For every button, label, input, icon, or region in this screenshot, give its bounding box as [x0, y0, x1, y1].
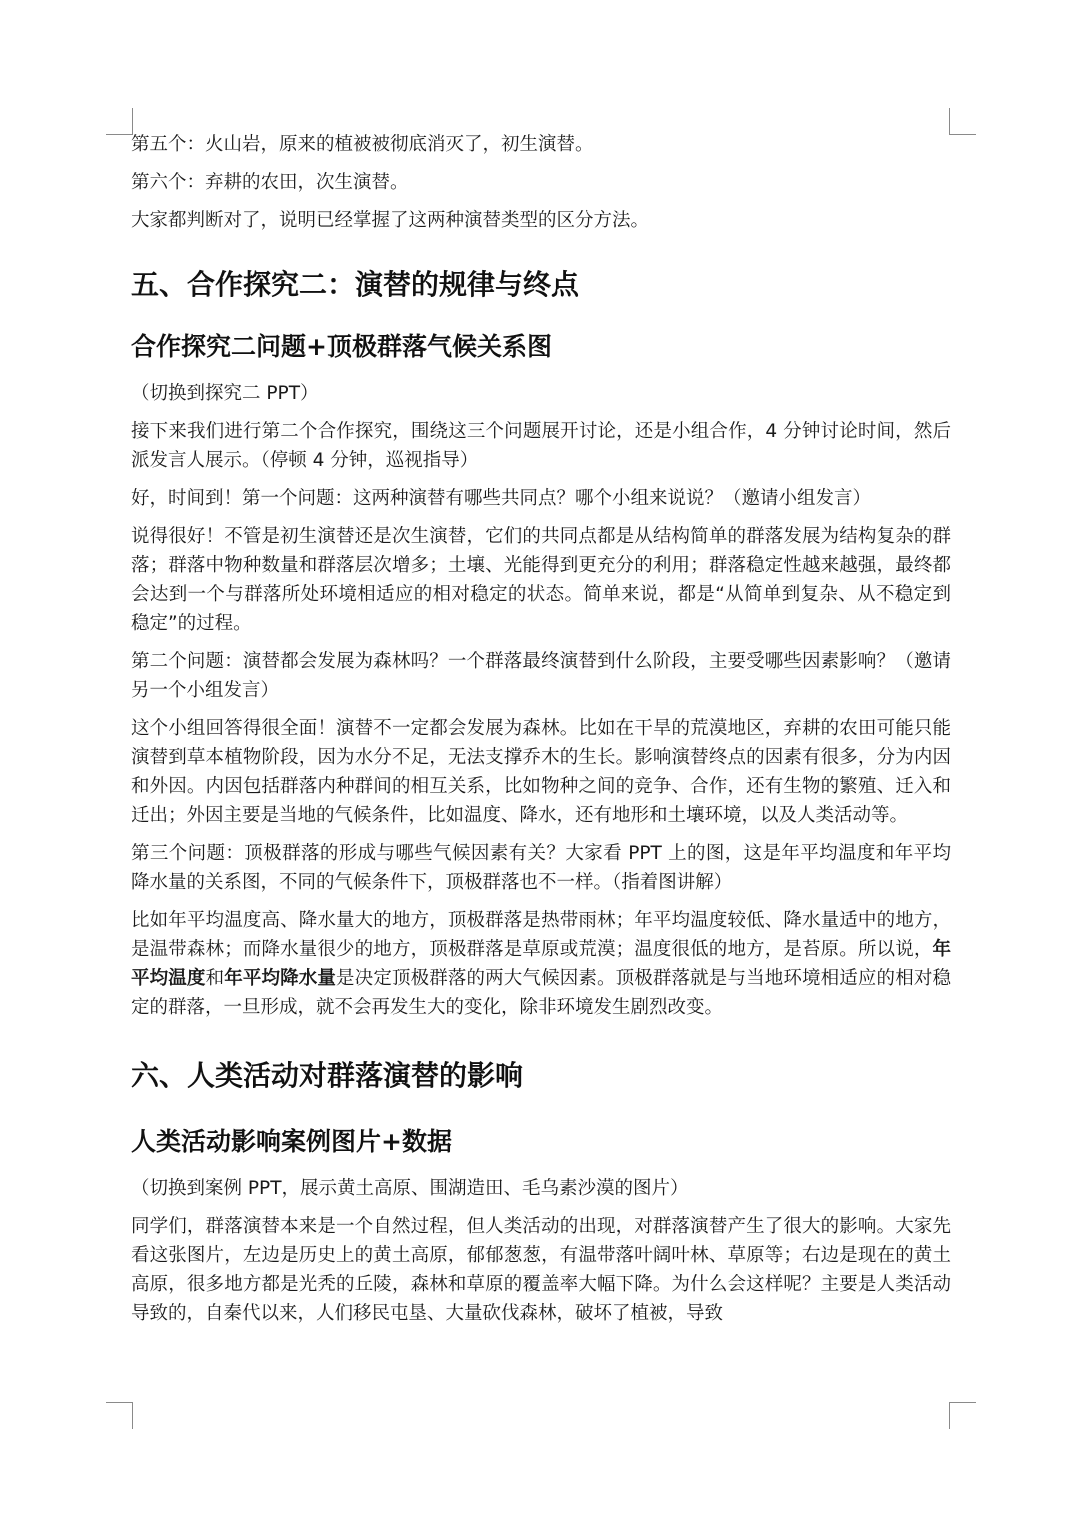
section-5-paragraph-4: 第二个问题：演替都会发展为森林吗？一个群落最终演替到什么阶段，主要受哪些因素影响？（邀请另一个小组发言）	[131, 651, 951, 701]
bold-annual-temperature: 年平均温度	[131, 939, 951, 989]
paragraph-7-text-and: 和	[205, 968, 225, 989]
section-5-paragraph-6: 第三个问题：顶极群落的形成与哪些气候因素有关？大家看 PPT 上的图，这是年平均温度和年平均降水量的关系图，不同的气候条件下，顶极群落也不一样。（指着图讲解）	[131, 843, 951, 893]
section-6-paragraph-1: 同学们，群落演替本来是一个自然过程，但人类活动的出现，对群落演替产生了很大的影响。大家先看这张图片，左边是历史上的黄土高原，郁郁葱葱，有温带落叶阔叶林、草原等；右边是现在的黄土高原，很多地方都是光秃的丘陵，森林和草原的覆盖率大幅下降。为什么会这样呢？主要是人类活动导致的，自秦代以来，人们移民屯垦、大量砍伐森林，破坏了植被，导致	[131, 1216, 951, 1324]
crop-mark-bottom-left	[106, 1402, 133, 1429]
crop-mark-top-left	[106, 108, 133, 135]
paragraph-all-correct: 大家都判断对了，说明已经掌握了这两种演替类型的区分方法。	[131, 210, 650, 231]
section-5-paragraph-7	[131, 906, 951, 1022]
section-5-heading: 五、合作探究二：演替的规律与终点	[131, 268, 580, 301]
paragraph-sixth: 第六个：弃耕的农田，次生演替。	[131, 172, 409, 193]
section-5-paragraph-5: 这个小组回答得很全面！演替不一定都会发展为森林。比如在干旱的荒漠地区，弃耕的农田可能只能演替到草本植物阶段，因为水分不足，无法支撑乔木的生长。影响演替终点的因素有很多，分为内因和外因。内因包括群落内种群间的相互关系，比如物种之间的竞争、合作，还有生物的繁殖、迁入和迁出；外因主要是当地的气候条件，比如温度、降水，还有地形和土壤环境，以及人类活动等。	[131, 718, 951, 826]
section-5-paragraph-2: 好，时间到！第一个问题：这两种演替有哪些共同点？哪个小组来说说？（邀请小组发言）	[131, 488, 872, 509]
paragraph-7-text-c: 是决定顶极群落的两大气候因素。顶极群落就是与当地环境相适应的相对稳定的群落，一旦形成，就不会再发生大的变化，除非环境发生剧烈改变。	[131, 968, 951, 1018]
crop-mark-bottom-right	[949, 1402, 976, 1429]
crop-mark-top-right	[949, 108, 976, 135]
document-body	[131, 130, 951, 1328]
section-5-paragraph-1: 接下来我们进行第二个合作探究，围绕这三个问题展开讨论，还是小组合作，4 分钟讨论时间，然后派发言人展示。（停顿 4 分钟，巡视指导）	[131, 421, 951, 471]
section-6-subheading: 人类活动影响案例图片+数据	[131, 1127, 452, 1156]
bold-annual-precipitation: 年平均降水量	[224, 968, 337, 989]
paragraph-fifth: 第五个：火山岩，原来的植被被彻底消灭了，初生演替。	[131, 134, 594, 155]
paragraph-7-text-a: 比如年平均温度高、降水量大的地方，顶极群落是热带雨林；年平均温度较低、降水量适中的地方，是温带森林；而降水量很少的地方，顶极群落是草原或荒漠；温度很低的地方，是苔原。所以说，	[131, 910, 951, 960]
section-6-switch-note: （切换到案例 PPT，展示黄土高原、围湖造田、毛乌素沙漠的图片）	[131, 1178, 689, 1199]
section-5-paragraph-3: 说得很好！不管是初生演替还是次生演替，它们的共同点都是从结构简单的群落发展为结构复杂的群落；群落中物种数量和群落层次增多；土壤、光能得到更充分的利用；群落稳定性越来越强，最终都会达到一个与群落所处环境相适应的相对稳定的状态。简单来说，都是“从简单到复杂、从不稳定到稳定”的过程。	[131, 526, 951, 634]
section-5-subheading: 合作探究二问题+顶极群落气候关系图	[131, 332, 552, 361]
section-5-switch-note: （切换到探究二 PPT）	[131, 383, 319, 404]
section-6-heading: 六、人类活动对群落演替的影响	[131, 1059, 524, 1092]
